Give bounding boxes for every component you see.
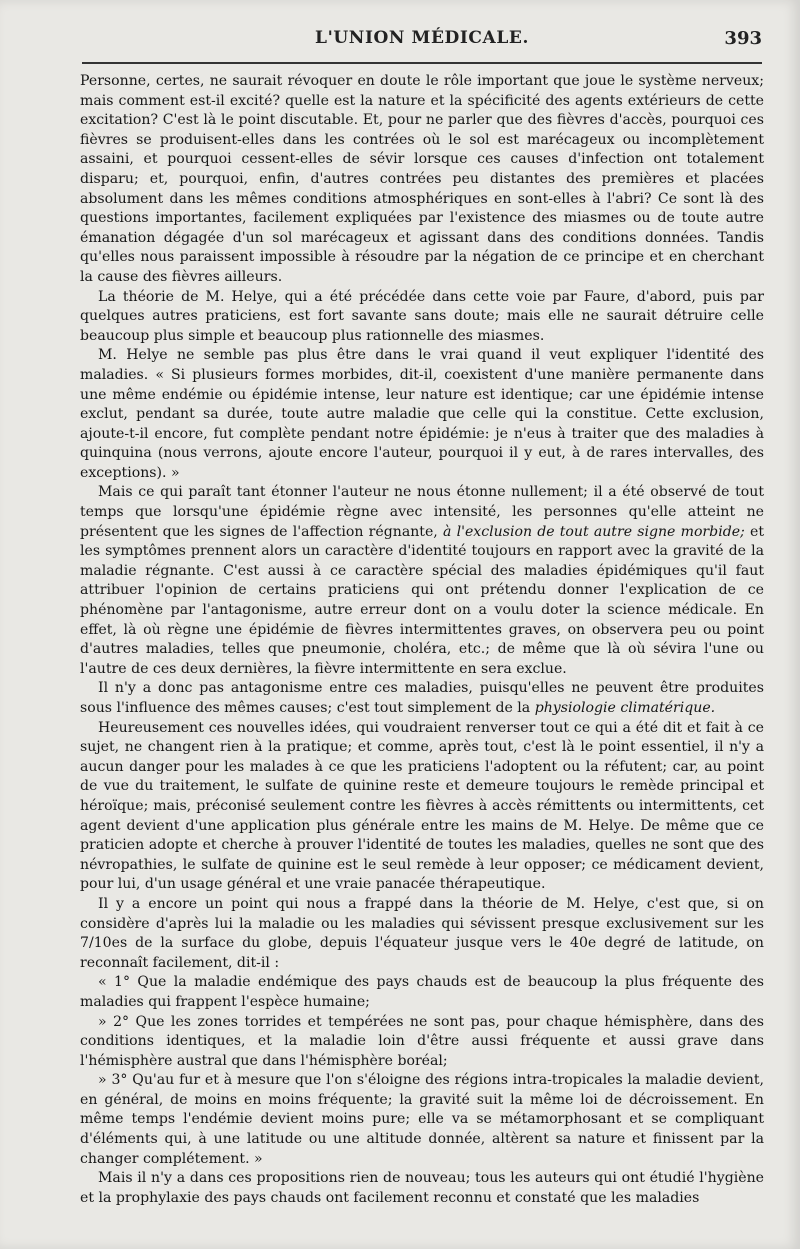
paragraph: Personne, certes, ne saurait révoquer en doute le rôle important que joue le système nerveux; mais comment est-il excité? quelle est la nature et la spécificité des agents extérieurs de cette excitation? C'est là le point discutable. Et, pour ne parler que des fièvres d'accès, pourquoi ces fièvres se produisent-elles dans les contrées où le sol est marécageux ou incomplètement assaini, et pourquoi cessent-elles de sévir lorsque ces causes d'infection ont totalement disparu; et, pourquoi, enfin, d'autres contrées peu distantes des premières et placées absolument dans les mêmes conditions atmosphériques en sont-elles à l'abri? Ce sont là des questions importantes, facilement expliquées par l'existence des miasmes ou de toute autre émanation dégagée d'un sol marécageux et agissant dans des conditions données. Tandis qu'elles nous paraissent impossible à résoudre par la négation de ce principe et en cherchant la cause des fièvres ailleurs.	[80, 73, 764, 285]
paragraph-text: et les symptômes prennent alors un caractère d'identité toujours en rapport avec la gravité de la maladie régnante. C'est aussi à ce caractère spécial des maladies épidémiques qu'il faut attribuer l'opinion de certains praticiens qui ont prétendu donner l'explication de ce phénomène par l'antagonisme, autre erreur dont on a voulu doter la science médicale. En effet, là où règne une épidémie de fièvres intermittentes graves, on observera peu ou point d'autres maladies, telles que pneumonie, choléra, etc.; de même que là où sévira l'une ou l'autre de ces deux dernières, la fièvre intermittente en sera exclue.	[80, 523, 764, 677]
paragraph	[80, 483, 764, 679]
paragraph: Il y a encore un point qui nous a frappé dans la théorie de M. Helye, c'est que, si on considère d'après lui la maladie ou les maladies qui sévissent presque exclusivement sur les 7/10es de la surface du globe, depuis l'équateur jusque vers le 40e degré de latitude, on reconnaît facilement, dit-il :	[80, 895, 764, 971]
quoted-item: » 3° Qu'au fur et à mesure que l'on s'éloigne des régions intra-tropicales la maladie devient, en général, de moins en moins fréquente; la gravité suit la même loi de décroissement. En même temps l'endémie devient moins pure; elle va se métamorphosant et se compliquant d'éléments qui, à une latitude ou une altitude donnée, altèrent sa nature et finissent par la changer complétement. »	[80, 1072, 764, 1167]
paragraph: La théorie de M. Helye, qui a été précédée dans cette voie par Faure, d'abord, puis par quelques autres praticiens, est fort savante sans doute; mais elle ne saurait détruire celle beaucoup plus simple et beaucoup plus rationnelle des miasmes.	[80, 288, 764, 344]
running-header	[82, 28, 762, 60]
italic-emphasis: physiologie climatérique.	[534, 700, 716, 716]
quoted-item: » 2° Que les zones torrides et tempérées ne sont pas, pour chaque hémisphère, dans des conditions identiques, et la maladie loin d'être aussi fréquente et aussi grave dans l'hémisphère austral que dans l'hémisphère boréal;	[80, 1013, 764, 1069]
paragraph: Mais il n'y a dans ces propositions rien de nouveau; tous les auteurs qui ont étudié l'hygiène et la prophylaxie des pays chauds ont facilement reconnu et constaté que les maladies	[80, 1170, 764, 1206]
paragraph: Heureusement ces nouvelles idées, qui voudraient renverser tout ce qui a été dit et fait à ce sujet, ne changent rien à la pratique; et comme, après tout, c'est là le point essentiel, il n'y a aucun danger pour les malades à ce que les praticiens l'adoptent ou la réfutent; car, au point de vue du traitement, le sulfate de quinine reste et demeure toujours le remède principal et héroïque; mais, préconisé seulement contre les fièvres à accès rémittents ou intermittents, cet agent devient d'une application plus générale entre les mains de M. Helye. De même que ce praticien adopte et cherche à prouver l'identité de toutes les maladies, quelles ne sont que des névropathies, le sulfate de quinine est le seul remède à leur opposer; ce médicament devient, pour lui, d'un usage général et une vraie panacée thérapeutique.	[80, 719, 764, 893]
italic-emphasis: à l'exclusion de tout autre signe morbide;	[442, 523, 745, 540]
paragraph: M. Helye ne semble pas plus être dans le vrai quand il veut expliquer l'identité des maladies. « Si plusieurs formes morbides, dit-il, coexistent d'une manière permanente dans une même endémie ou épidémie intense, leur nature est identique; car une épidémie intense exclut, pendant sa durée, toute autre maladie que celle qui la constitue. Cette exclusion, ajoute-t-il encore, fut complète pendant notre épidémie: je n'eus à traiter que des maladies à quinquina (nous verrons, ajoute encore l'auteur, pourquoi il y eut, à de rares intervalles, des exceptions). »	[80, 347, 764, 481]
body-text	[80, 72, 764, 1209]
header-rule	[82, 62, 762, 64]
paragraph	[80, 679, 764, 718]
quoted-item: « 1° Que la maladie endémique des pays chauds est de beaucoup la plus fréquente des maladies qui frappent l'espèce humaine;	[80, 974, 764, 1010]
paragraph-text: Mais ce qui paraît tant étonner l'auteur ne nous étonne nullement; il a été observé de tout temps que lorsqu'une épidémie règne avec intensité, les personnes qu'elle atteint ne présentent que les signes de l'affection régnante,	[80, 484, 764, 540]
journal-title: L'UNION MÉDICALE.	[315, 28, 529, 48]
page-number: 393	[724, 28, 762, 49]
paragraph-text: Il n'y a donc pas antagonisme entre ces maladies, puisqu'elles ne peuvent être produites sous l'influence des mêmes causes; c'est tout simplement de la	[80, 680, 764, 716]
